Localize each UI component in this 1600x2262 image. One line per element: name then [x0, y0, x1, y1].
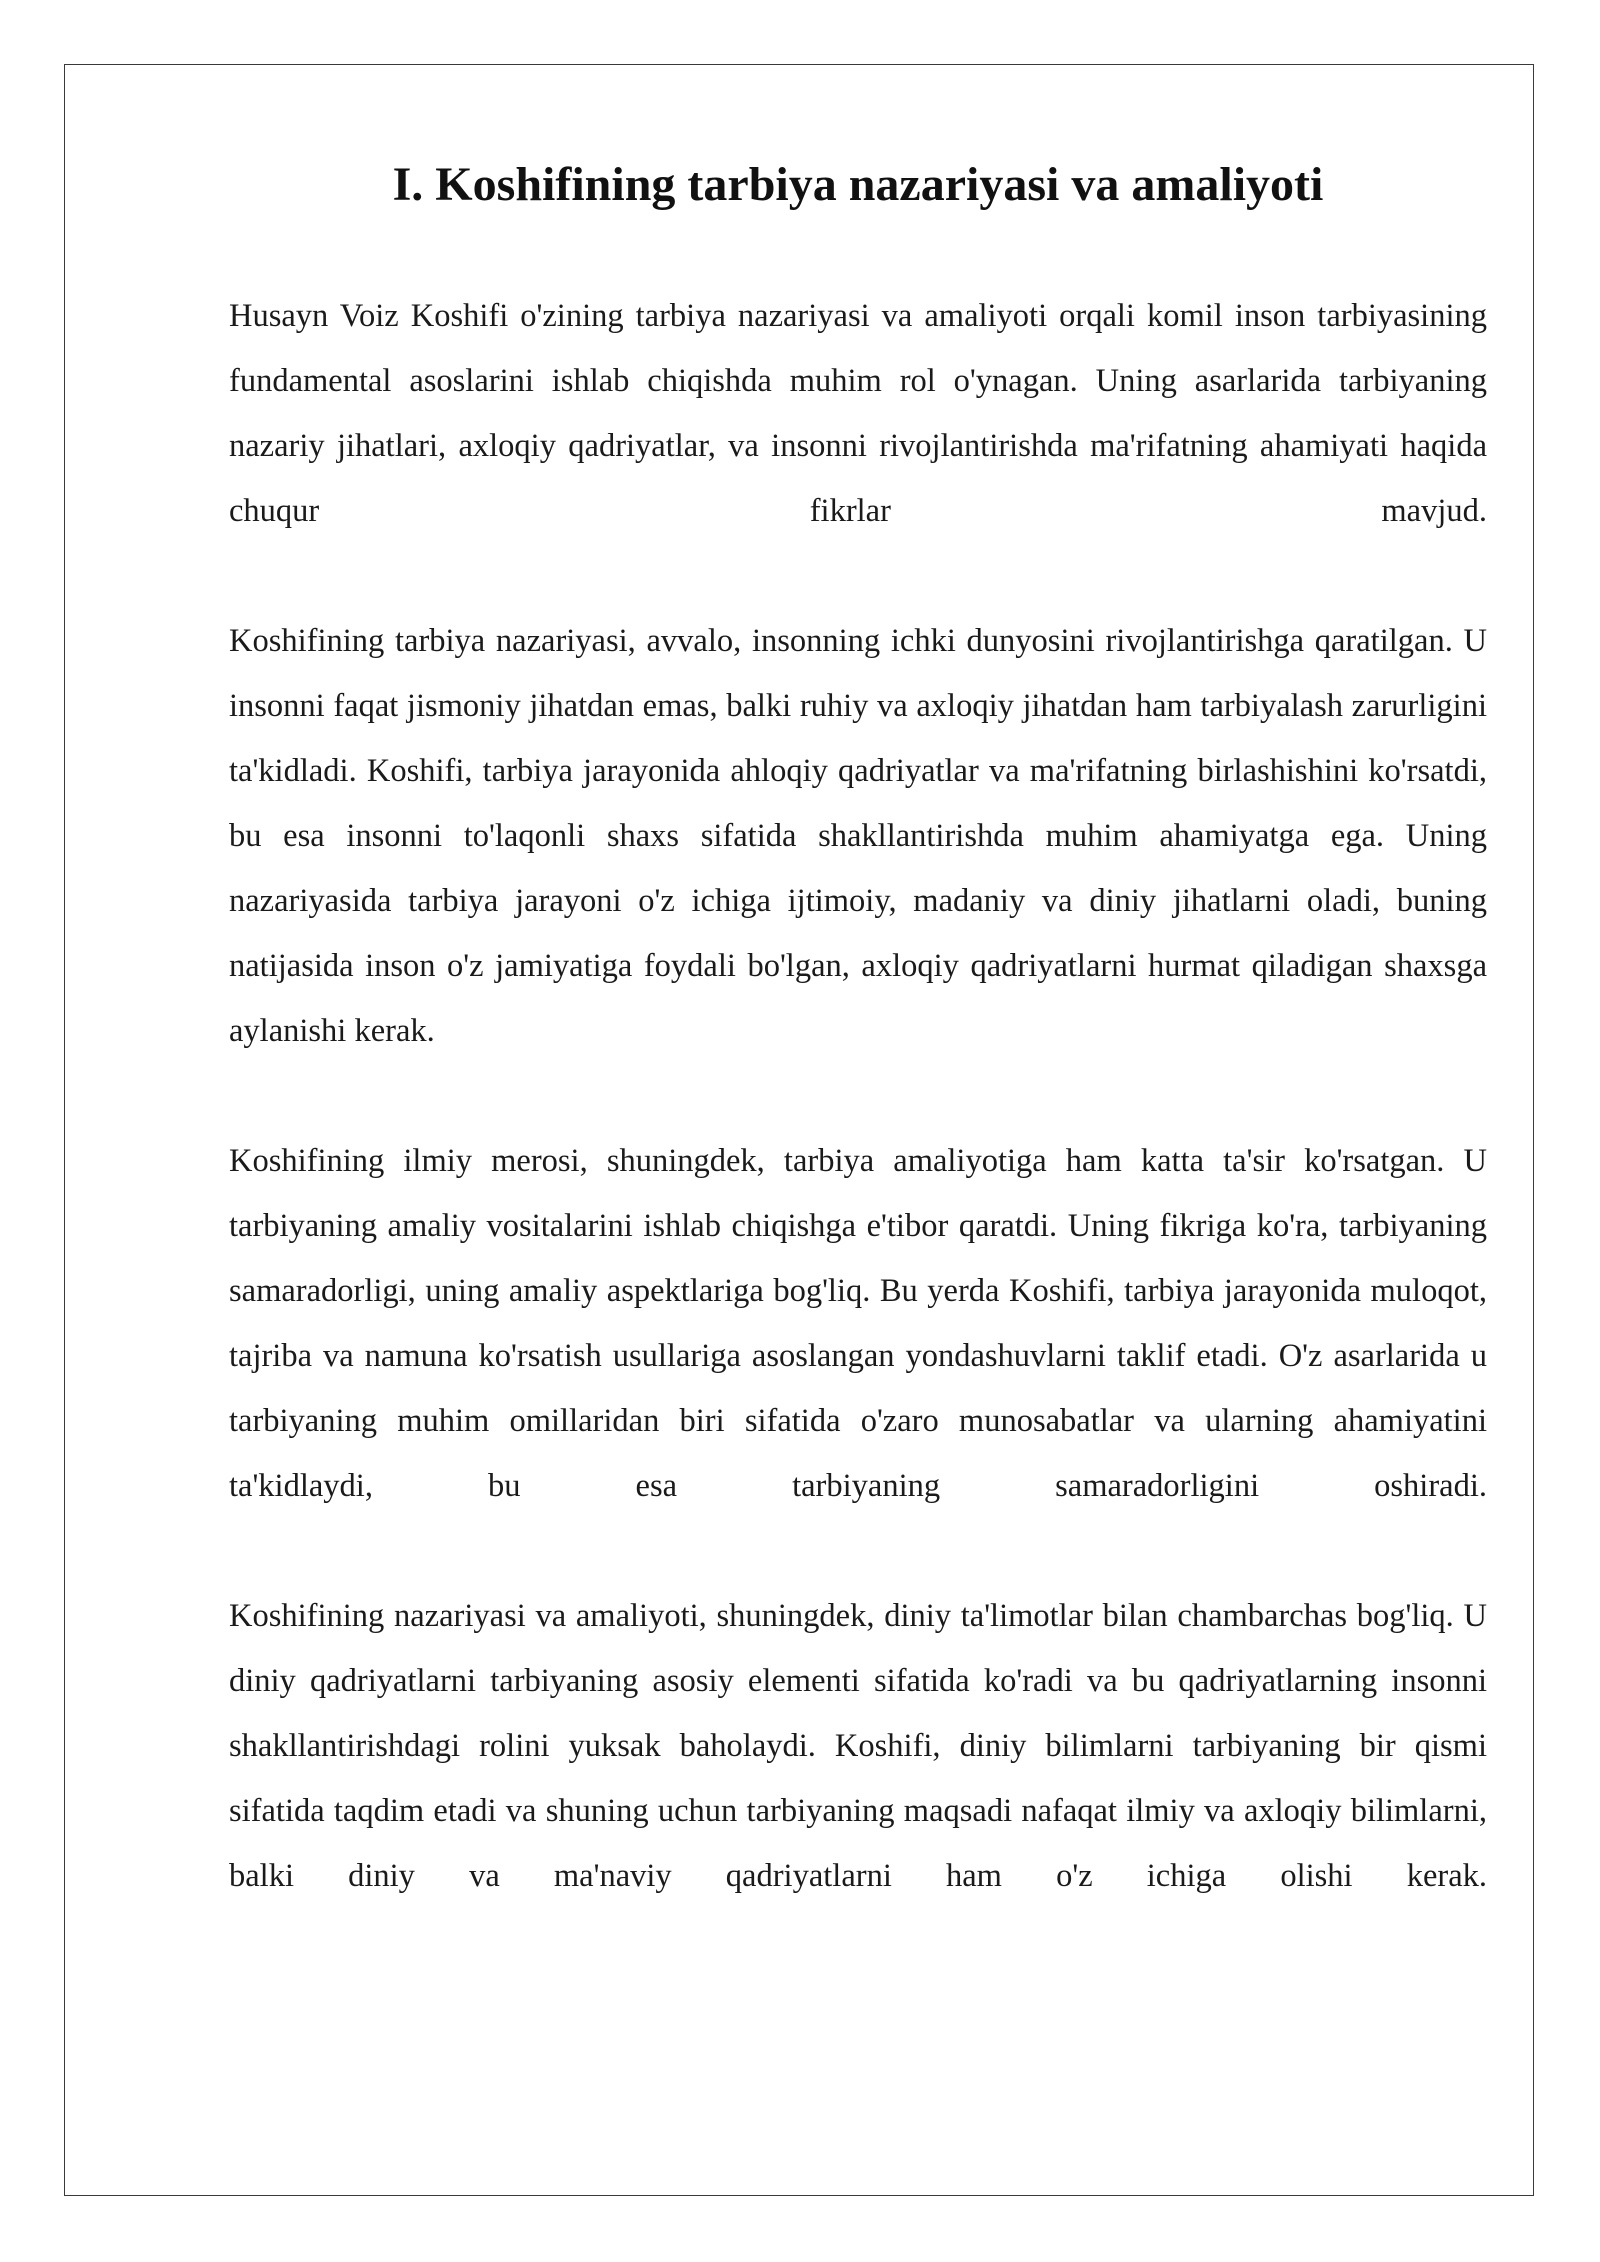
- paragraph-4: Koshifining nazariyasi va amaliyoti, shuningdek, diniy ta'limotlar bilan chambarchas bog'liq. U diniy qadriyatlarni tarbiyaning asosiy elementi sifatida ko'radi va bu qadriyatlarning insonni shakllantirishdagi rolini yuksak baholaydi. Koshifi, diniy bilimlarni tarbiyaning bir qismi sifatida taqdim etadi va shuning uchun tarbiyaning maqsadi nafaqat ilmiy va axloqiy bilimlarni, balki diniy va ma'naviy qadriyatlarni ham o'z ichiga olishi kerak.: [229, 1598, 1487, 1894]
- paragraph-3: Koshifining ilmiy merosi, shuningdek, tarbiya amaliyotiga ham katta ta'sir ko'rsatgan. U tarbiyaning amaliy vositalarini ishlab chiqishga e'tibor qaratdi. Uning fikriga ko'ra, tarbiyaning samaradorligi, uning amaliy aspektlariga bog'liq. Bu yerda Koshifi, tarbiya jarayonida muloqot, tajriba va namuna ko'rsatish usullariga asoslangan yondashuvlarni taklif etadi. O'z asarlarida u tarbiyaning muhim omillaridan biri sifatida o'zaro munosabatlar va ularning ahamiyatini ta'kidlaydi, bu esa tarbiyaning samaradorligini oshiradi.: [229, 1143, 1487, 1504]
- paragraph-1: Husayn Voiz Koshifi o'zining tarbiya nazariyasi va amaliyoti orqali komil inson tarbiyasining fundamental asoslarini ishlab chiqishda muhim rol o'ynagan. Uning asarlarida tarbiyaning nazariy jihatlari, axloqiy qadriyatlar, va insonni rivojlantirishda ma'rifatning ahamiyati haqida chuqur fikrlar mavjud.: [229, 298, 1487, 529]
- document-body: [229, 150, 1487, 1974]
- document-title: I. Koshifining tarbiya nazariyasi va amaliyoti: [392, 158, 1324, 211]
- paragraph-2: Koshifining tarbiya nazariyasi, avvalo, insonning ichki dunyosini rivojlantirishga qaratilgan. U insonni faqat jismoniy jihatdan emas, balki ruhiy va axloqiy jihatdan ham tarbiyalash zarurligini ta'kidladi. Koshifi, tarbiya jarayonida ahloqiy qadriyatlar va ma'rifatning birlashishini ko'rsatdi, bu esa insonni to'laqonli shaxs sifatida shakllantirishda muhim ahamiyatga ega. Uning nazariyasida tarbiya jarayoni o'z ichiga ijtimoiy, madaniy va diniy jihatlarni oladi, buning natijasida inson o'z jamiyatiga foydali bo'lgan, axloqiy qadriyatlarni hurmat qiladigan shaxsga aylanishi kerak.: [229, 623, 1487, 1049]
